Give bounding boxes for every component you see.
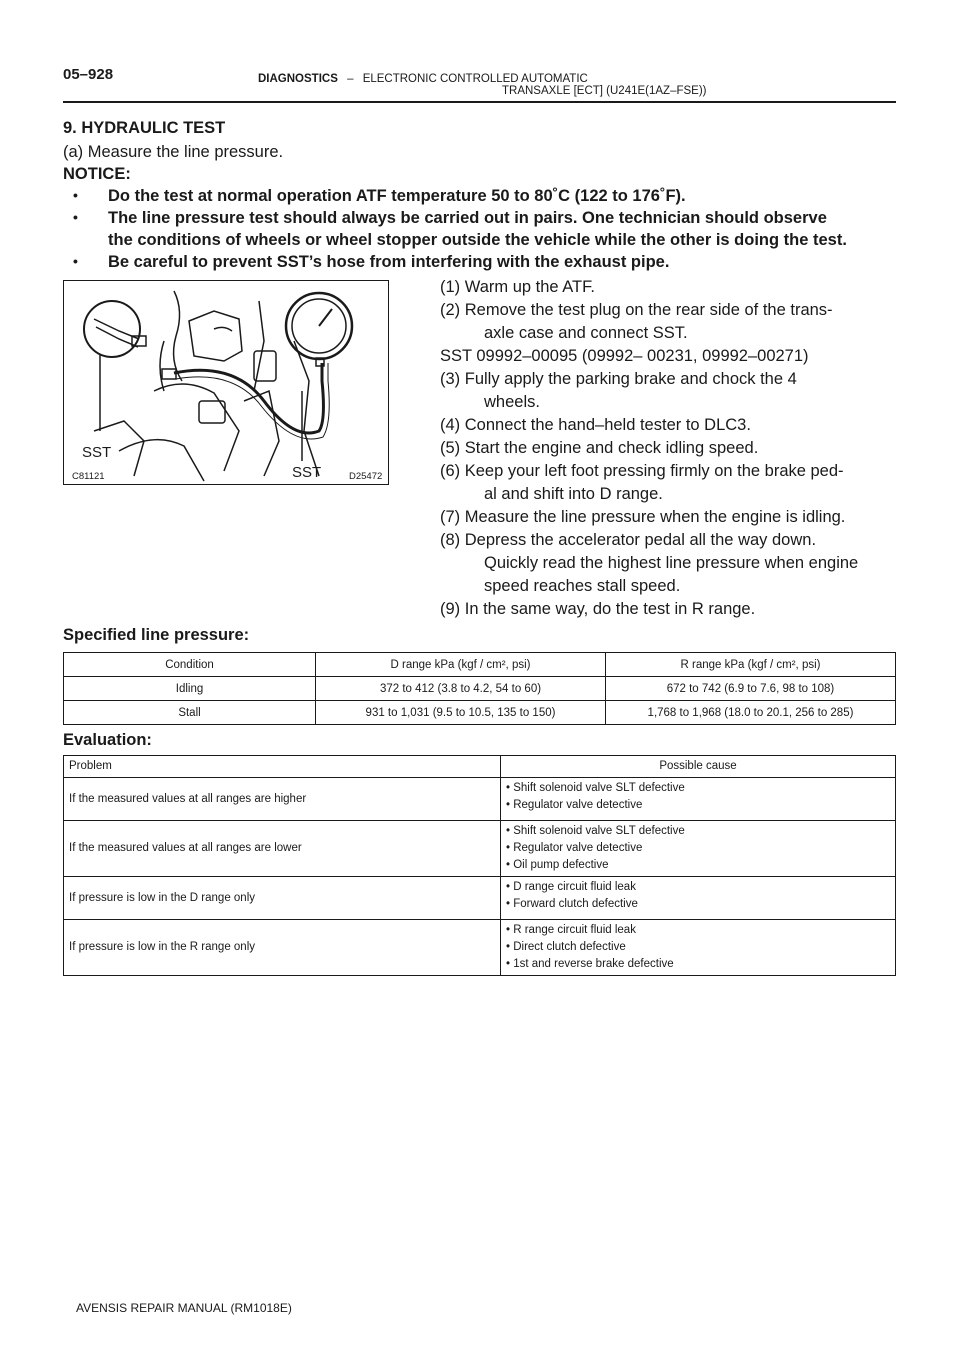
section-subtitle-line2: TRANSAXLE [ECT] (U241E(1AZ–FSE)) [502, 85, 707, 97]
table-header-cell: R range kPa (kgf / cm², psi) [606, 653, 896, 677]
eval-title: Evaluation: [63, 731, 152, 749]
cause-item: • Regulator valve detective [506, 799, 643, 811]
cause-cell [501, 821, 896, 877]
header-divider [63, 101, 896, 103]
table-header-cell: Condition [64, 653, 316, 677]
test-heading: 9. HYDRAULIC TEST [63, 119, 226, 137]
transaxle-gauge-drawing [64, 281, 389, 485]
notice-item: The line pressure test should always be carried out in pairs. One technician should observe [108, 209, 827, 227]
sst-label-right: SST [292, 464, 322, 481]
step-6: (6) Keep your left foot pressing firmly on the brake ped- [440, 462, 844, 480]
section-dash: – [347, 73, 354, 85]
manual-footer: AVENSIS REPAIR MANUAL (RM1018E) [76, 1301, 292, 1315]
step-9: (9) In the same way, do the test in R range. [440, 600, 756, 618]
cause-cell [501, 778, 896, 821]
step-2-continued: axle case and connect SST. [484, 324, 688, 342]
notice-bullet: • [73, 253, 78, 269]
section-subtitle-line1: ELECTRONIC CONTROLLED AUTOMATIC [362, 73, 588, 85]
step-4: (4) Connect the hand–held tester to DLC3. [440, 416, 751, 434]
cause-item: • R range circuit fluid leak [506, 924, 636, 936]
figure-code-left: C81121 [72, 471, 105, 482]
cause-item: • Forward clutch defective [506, 898, 638, 910]
table-cell: 1,768 to 1,968 (18.0 to 20.1, 256 to 285) [606, 701, 896, 725]
notice-item: Do the test at normal operation ATF temperature 50 to 80˚C (122 to 176˚F). [108, 187, 686, 205]
table-cell: Idling [64, 677, 316, 701]
step-2: (2) Remove the test plug on the rear side of the trans- [440, 301, 833, 319]
notice-label: NOTICE: [63, 165, 131, 183]
section-name: DIAGNOSTICS [258, 73, 338, 85]
table-header-cell: Possible cause [501, 756, 896, 778]
notice-item: Be careful to prevent SST’s hose from interfering with the exhaust pipe. [108, 253, 670, 271]
problem-cell: If pressure is low in the R range only [64, 920, 501, 976]
table-cell: 372 to 412 (3.8 to 4.2, 54 to 60) [316, 677, 606, 701]
cause-item: • Oil pump defective [506, 859, 609, 871]
table-row [64, 877, 896, 920]
step-6-continued: al and shift into D range. [484, 485, 663, 503]
problem-cell: If the measured values at all ranges are higher [64, 778, 501, 821]
section-title [258, 73, 588, 85]
step-3-continued: wheels. [484, 393, 540, 411]
spec-title: Specified line pressure: [63, 626, 250, 644]
figure-code-right: D25472 [349, 471, 383, 482]
notice-bullet: • [73, 209, 78, 225]
table-cell: Stall [64, 701, 316, 725]
step-3: (3) Fully apply the parking brake and chock the 4 [440, 370, 797, 388]
step-1: (1) Warm up the ATF. [440, 278, 595, 296]
cause-item: • Shift solenoid valve SLT defective [506, 825, 685, 837]
cause-item: • D range circuit fluid leak [506, 881, 636, 893]
step-7: (7) Measure the line pressure when the engine is idling. [440, 508, 846, 526]
cause-cell [501, 877, 896, 920]
cause-item: • 1st and reverse brake defective [506, 958, 674, 970]
cause-item: • Regulator valve detective [506, 842, 643, 854]
cause-cell [501, 920, 896, 976]
step-8-continued: Quickly read the highest line pressure when engine [484, 554, 859, 572]
table-header-cell: D range kPa (kgf / cm², psi) [316, 653, 606, 677]
table-row [64, 677, 896, 701]
table-row [64, 778, 896, 821]
sst-gauge-illustration [63, 280, 389, 485]
sst-part-number: SST 09992–00095 (09992– 00231, 09992–00271) [440, 347, 809, 365]
cause-item: • Direct clutch defective [506, 941, 626, 953]
table-header-cell: Problem [64, 756, 501, 778]
notice-item-continued: the conditions of wheels or wheel stopper outside the vehicle while the other is doing the test. [108, 231, 847, 249]
step-a: (a) Measure the line pressure. [63, 143, 284, 161]
sst-label-left: SST [82, 444, 112, 461]
table-cell: 931 to 1,031 (9.5 to 10.5, 135 to 150) [316, 701, 606, 725]
page-number: 05–928 [63, 66, 114, 83]
notice-bullet: • [73, 187, 78, 203]
table-header-row [64, 756, 896, 778]
evaluation-table [63, 755, 896, 976]
problem-cell: If the measured values at all ranges are lower [64, 821, 501, 877]
step-8: (8) Depress the accelerator pedal all the way down. [440, 531, 817, 549]
cause-item: • Shift solenoid valve SLT defective [506, 782, 685, 794]
table-header-row [64, 653, 896, 677]
step-8-continued: speed reaches stall speed. [484, 577, 681, 595]
problem-cell: If pressure is low in the D range only [64, 877, 501, 920]
table-row [64, 920, 896, 976]
table-row [64, 701, 896, 725]
table-cell: 672 to 742 (6.9 to 7.6, 98 to 108) [606, 677, 896, 701]
line-pressure-table [63, 652, 896, 725]
table-row [64, 821, 896, 877]
step-5: (5) Start the engine and check idling speed. [440, 439, 759, 457]
